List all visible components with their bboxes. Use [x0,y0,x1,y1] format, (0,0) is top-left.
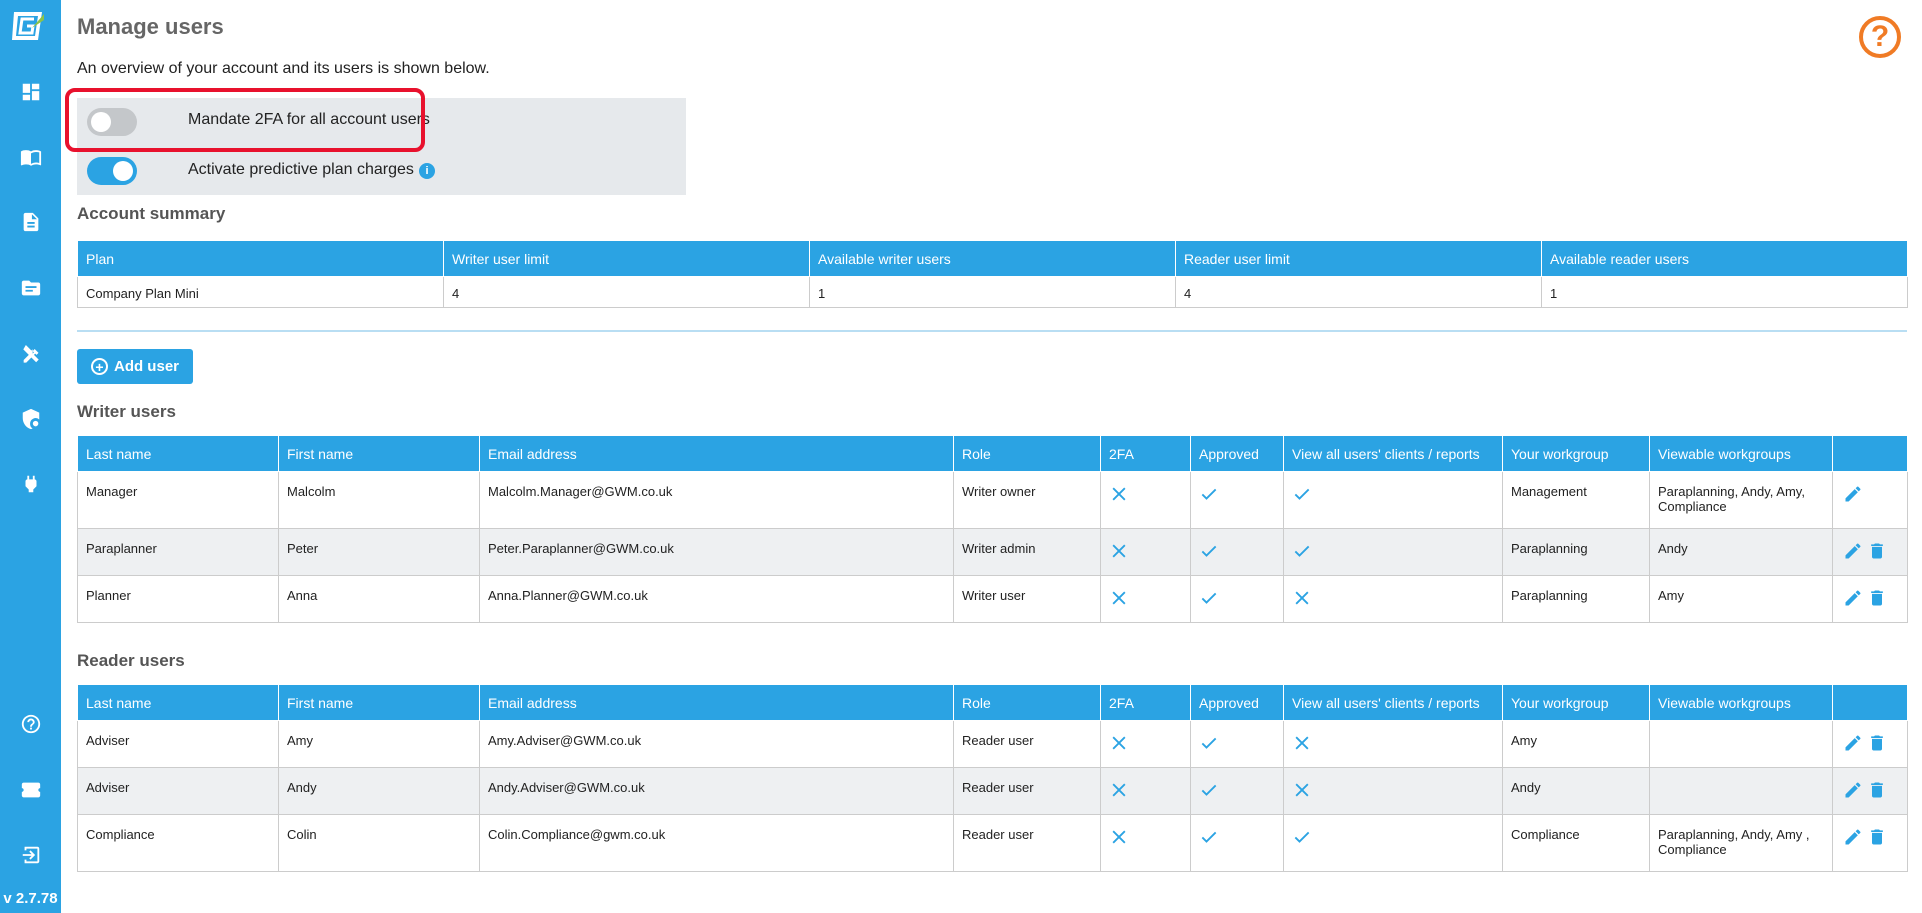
cell-twofa [1101,721,1191,768]
cell-actions [1833,576,1908,623]
cross-icon [1292,588,1312,608]
cell-viewable: Andy [1650,529,1833,576]
cell-viewable: Paraplanning, Andy, Amy , Compliance [1650,815,1833,872]
user-column-header: Role [954,436,1101,472]
cross-icon [1109,588,1129,608]
dashboard-icon[interactable] [19,80,43,104]
page-title: Manage users [77,14,224,39]
cell-role: Reader user [954,721,1101,768]
summary-cell: 1 [1542,277,1908,308]
account-summary-table [77,240,1908,308]
actions-column-header [1833,685,1908,721]
cell-actions [1833,768,1908,815]
summary-cell: 4 [444,277,810,308]
actions-column-header [1833,436,1908,472]
cross-icon [1109,484,1129,504]
cell-view-all [1284,472,1503,529]
cell-approved [1191,576,1284,623]
cell-viewable [1650,768,1833,815]
summary-row [78,277,1908,308]
edit-icon[interactable] [1843,541,1863,561]
cell-workgroup: Andy [1503,768,1650,815]
check-icon [1199,541,1219,561]
reader-users-title: Reader users [77,651,185,670]
cell-view-all [1284,576,1503,623]
cell-twofa [1101,529,1191,576]
user-column-header: Email address [480,685,954,721]
summary-cell: 4 [1176,277,1542,308]
divider [77,330,1907,332]
cell-first: Malcolm [279,472,480,529]
cross-icon [1109,541,1129,561]
ticket-icon[interactable] [19,778,43,802]
table-row[interactable] [78,768,1908,815]
summary-header-row [78,241,1908,277]
user-column-header: Email address [480,436,954,472]
cell-role: Writer owner [954,472,1101,529]
cell-first: Amy [279,721,480,768]
cell-role: Writer admin [954,529,1101,576]
version-label: v 2.7.78 [3,890,58,907]
check-icon [1199,733,1219,753]
logout-icon[interactable] [19,843,43,867]
cell-first: Andy [279,768,480,815]
info-icon[interactable]: i [419,163,435,179]
cell-actions [1833,721,1908,768]
user-column-header: Your workgroup [1503,685,1650,721]
summary-cell: Company Plan Mini [78,277,444,308]
table-row[interactable] [78,815,1908,872]
add-user-button[interactable] [77,349,193,384]
mandate-2fa-label: Mandate 2FA for all account users [188,111,430,128]
cross-icon [1292,780,1312,800]
user-column-header: Your workgroup [1503,436,1650,472]
user-column-header: Viewable workgroups [1650,685,1833,721]
check-icon [1292,484,1312,504]
delete-icon[interactable] [1867,733,1887,753]
check-icon [1292,541,1312,561]
edit-icon[interactable] [1843,588,1863,608]
folder-icon[interactable] [19,276,43,300]
cell-role: Writer user [954,576,1101,623]
cell-first: Anna [279,576,480,623]
cross-icon [1109,780,1129,800]
summary-column-header: Plan [78,241,444,277]
delete-icon[interactable] [1867,827,1887,847]
user-column-header: Last name [78,685,279,721]
cross-icon [1292,733,1312,753]
cell-role: Reader user [954,815,1101,872]
user-table-header-row [78,436,1908,472]
user-column-header: Last name [78,436,279,472]
edit-icon[interactable] [1843,733,1863,753]
document-icon[interactable] [19,210,43,234]
cell-last: Planner [78,576,279,623]
delete-icon[interactable] [1867,780,1887,800]
tools-icon[interactable] [19,342,43,366]
cell-workgroup: Paraplanning [1503,576,1650,623]
cell-twofa [1101,768,1191,815]
predictive-charges-toggle[interactable] [87,157,137,185]
check-icon [1199,588,1219,608]
user-column-header: Approved [1191,436,1284,472]
cell-approved [1191,768,1284,815]
edit-icon[interactable] [1843,484,1863,504]
summary-cell: 1 [810,277,1176,308]
edit-icon[interactable] [1843,827,1863,847]
table-row[interactable] [78,529,1908,576]
cell-role: Reader user [954,768,1101,815]
summary-column-header: Writer user limit [444,241,810,277]
cell-view-all [1284,529,1503,576]
cell-email: Peter.Paraplanner@GWM.co.uk [480,529,954,576]
add-user-label: Add user [113,358,179,375]
cell-approved [1191,815,1284,872]
user-column-header: 2FA [1101,436,1191,472]
cell-workgroup: Paraplanning [1503,529,1650,576]
delete-icon[interactable] [1867,541,1887,561]
cell-approved [1191,472,1284,529]
cell-actions [1833,815,1908,872]
help-button-icon[interactable]: ? [1859,16,1901,58]
writer-users-title: Writer users [77,402,176,421]
cell-last: Compliance [78,815,279,872]
app-logo-icon[interactable] [10,8,46,44]
check-icon [1199,827,1219,847]
cell-twofa [1101,576,1191,623]
cell-last: Paraplanner [78,529,279,576]
cell-workgroup: Compliance [1503,815,1650,872]
cell-view-all [1284,815,1503,872]
cell-email: Andy.Adviser@GWM.co.uk [480,768,954,815]
user-column-header: Viewable workgroups [1650,436,1833,472]
plus-circle-icon: + [91,358,108,375]
sidebar [0,0,61,913]
cross-icon [1109,827,1129,847]
user-column-header: Approved [1191,685,1284,721]
plug-icon[interactable] [19,472,43,496]
predictive-charges-label: Activate predictive plan charges [188,161,414,178]
delete-icon[interactable] [1867,588,1887,608]
table-row[interactable] [78,721,1908,768]
book-icon[interactable] [19,145,43,169]
edit-icon[interactable] [1843,780,1863,800]
check-icon [1199,780,1219,800]
cell-approved [1191,721,1284,768]
cell-email: Colin.Compliance@gwm.co.uk [480,815,954,872]
user-column-header: View all users' clients / reports [1284,685,1503,721]
cell-workgroup: Management [1503,472,1650,529]
user-column-header: 2FA [1101,685,1191,721]
cell-approved [1191,529,1284,576]
reader-users-table [77,684,1908,872]
table-row[interactable] [78,576,1908,623]
cell-email: Anna.Planner@GWM.co.uk [480,576,954,623]
help-icon[interactable] [19,712,43,736]
check-icon [1292,827,1312,847]
cross-icon [1109,733,1129,753]
writer-users-table [77,435,1908,623]
user-column-header: First name [279,685,480,721]
cell-view-all [1284,768,1503,815]
summary-column-header: Reader user limit [1176,241,1542,277]
cell-last: Adviser [78,768,279,815]
table-row[interactable] [78,472,1908,529]
cell-actions [1833,529,1908,576]
shield-icon[interactable] [19,407,43,431]
summary-column-header: Available reader users [1542,241,1908,277]
user-column-header: Role [954,685,1101,721]
user-table-header-row [78,685,1908,721]
cell-last: Manager [78,472,279,529]
cell-view-all [1284,721,1503,768]
page-subtitle: An overview of your account and its users is shown below. [77,60,490,77]
user-column-header: View all users' clients / reports [1284,436,1503,472]
cell-viewable: Paraplanning, Andy, Amy, Compliance [1650,472,1833,529]
highlight-annotation [65,88,425,152]
cell-email: Amy.Adviser@GWM.co.uk [480,721,954,768]
main-content [77,0,1907,913]
check-icon [1199,484,1219,504]
cell-last: Adviser [78,721,279,768]
cell-viewable [1650,721,1833,768]
cell-email: Malcolm.Manager@GWM.co.uk [480,472,954,529]
account-summary-title: Account summary [77,204,226,223]
cell-actions [1833,472,1908,529]
cell-workgroup: Amy [1503,721,1650,768]
cell-twofa [1101,472,1191,529]
cell-first: Peter [279,529,480,576]
summary-column-header: Available writer users [810,241,1176,277]
cell-viewable: Amy [1650,576,1833,623]
cell-first: Colin [279,815,480,872]
user-column-header: First name [279,436,480,472]
cell-twofa [1101,815,1191,872]
